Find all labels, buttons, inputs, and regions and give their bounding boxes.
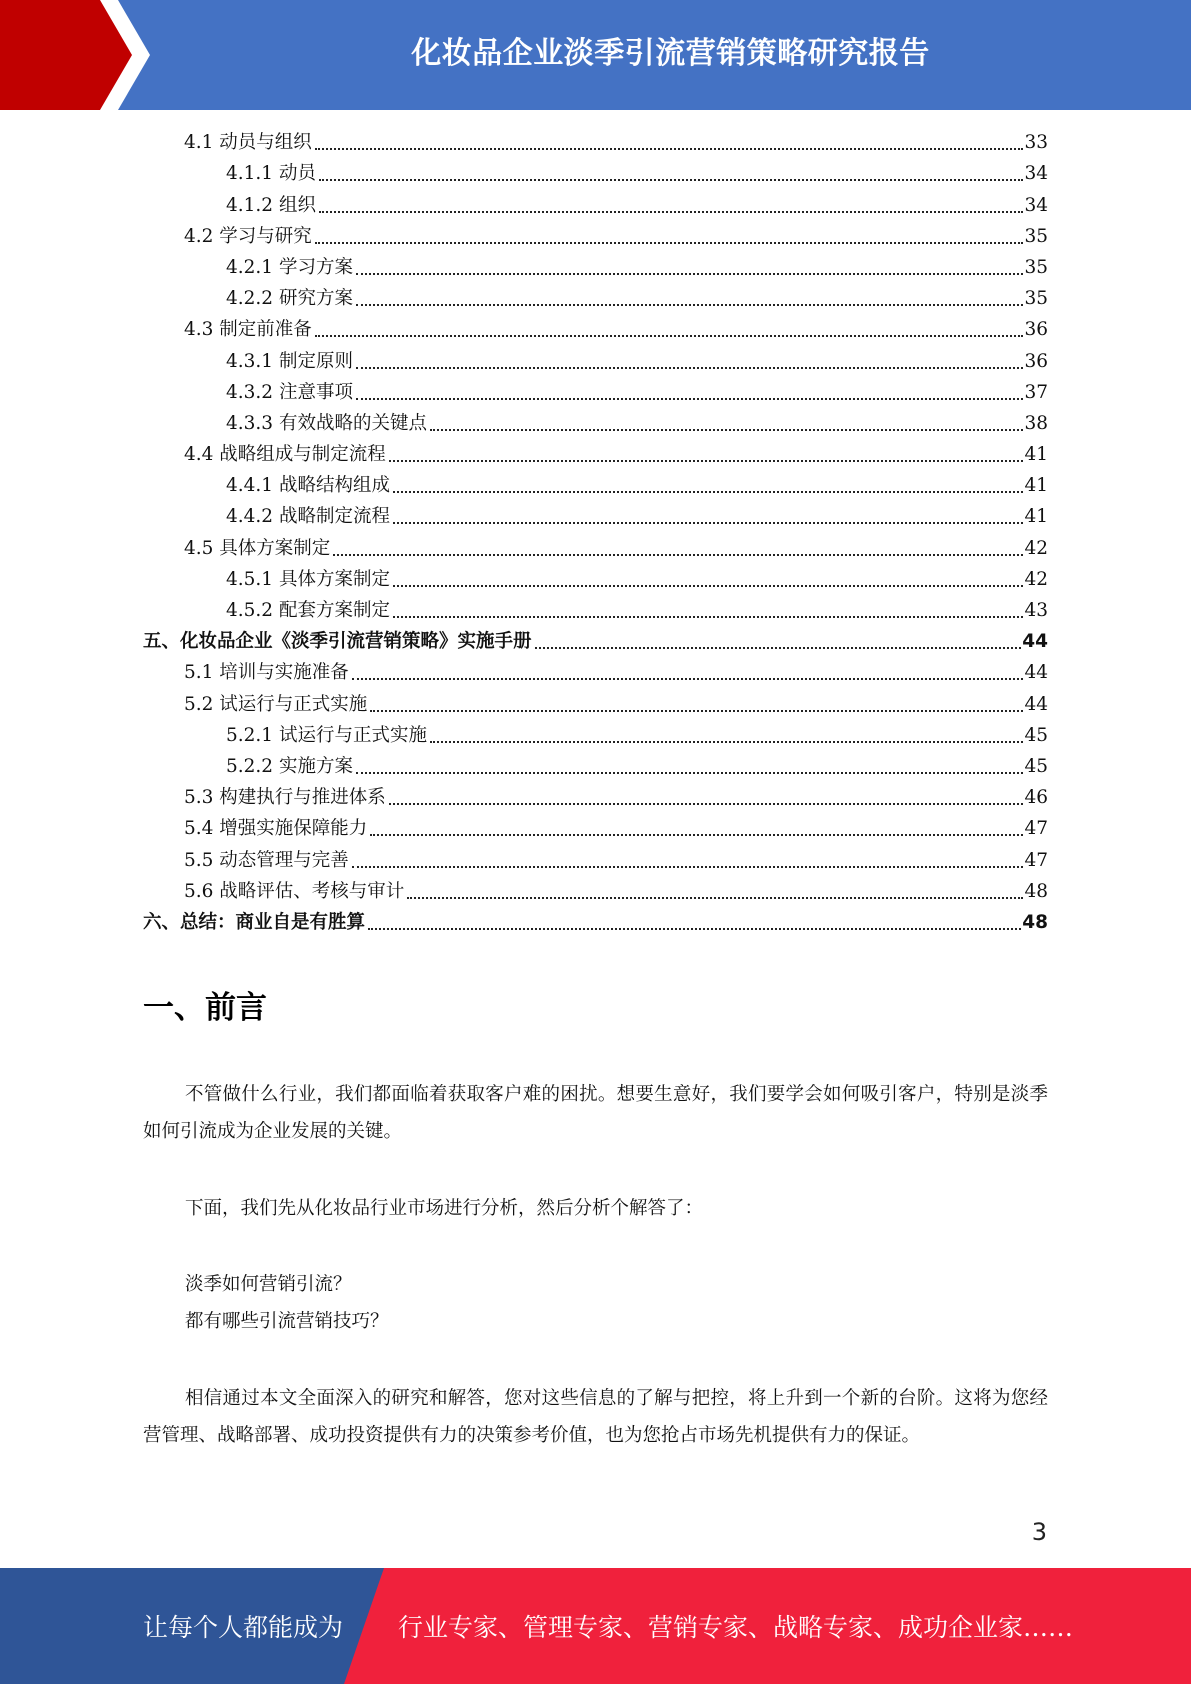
toc-entry-label: 4.2.2 研究方案 [226, 288, 353, 310]
toc-entry-label: 5.4 增强实施保障能力 [184, 818, 368, 840]
page-footer [0, 1568, 1191, 1684]
toc-entry-page: 44 [1024, 662, 1048, 684]
toc-entry-page: 42 [1024, 537, 1048, 559]
footer-slogan-right: 行业专家、管理专家、营销专家、战略专家、成功企业家…… [398, 1613, 1074, 1642]
toc-dot-leader [315, 242, 1024, 244]
toc-entry-label: 4.2.1 学习方案 [226, 256, 353, 278]
toc-entry[interactable] [143, 563, 1048, 594]
toc-dot-leader [352, 866, 1024, 868]
toc-entry-page: 48 [1022, 911, 1048, 933]
table-of-contents [143, 126, 1048, 937]
toc-entry-page: 38 [1024, 412, 1048, 434]
conclusion-paragraph: 相信通过本文全面深入的研究和解答，您对这些信息的了解与把控，将上升到一个新的台阶。这将为您经营管理、战略部署、成功投资提供有力的决策参考价值，也为您抢占市场先机提供有力的保证。 [143, 1388, 1048, 1446]
toc-entry[interactable] [143, 594, 1048, 625]
header-title: 化妆品企业淡季引流营销策略研究报告 [411, 36, 930, 71]
header-red-block [0, 0, 66, 110]
toc-entry-page: 44 [1024, 693, 1048, 715]
toc-entry-page: 36 [1024, 350, 1048, 372]
toc-entry[interactable] [143, 843, 1048, 874]
toc-entry-label: 4.3.1 制定原则 [226, 350, 353, 372]
toc-entry-page: 41 [1024, 444, 1048, 466]
toc-dot-leader [315, 335, 1024, 337]
page-number: 3 [1031, 1518, 1047, 1546]
toc-entry-label: 4.1.1 动员 [226, 163, 316, 185]
toc-entry[interactable] [143, 251, 1048, 282]
toc-entry[interactable] [143, 781, 1048, 812]
toc-entry-label: 六、总结：商业自是有胜算 [143, 911, 366, 933]
toc-entry-label: 4.5.2 配套方案制定 [226, 600, 390, 621]
toc-dot-leader [356, 398, 1024, 400]
toc-entry-label: 4.3.2 注意事项 [226, 381, 353, 403]
toc-dot-leader [319, 211, 1024, 213]
toc-entry[interactable] [143, 500, 1048, 531]
toc-entry[interactable] [143, 157, 1048, 188]
toc-entry[interactable] [143, 438, 1048, 469]
toc-entry[interactable] [143, 719, 1048, 750]
toc-entry-page: 34 [1024, 163, 1048, 185]
toc-dot-leader [430, 429, 1023, 431]
toc-entry-label: 5.2.2 实施方案 [226, 755, 353, 777]
toc-dot-leader [370, 710, 1023, 712]
toc-entry[interactable] [143, 469, 1048, 500]
toc-entry[interactable] [143, 126, 1048, 157]
toc-entry-label: 5.3 构建执行与推进体系 [184, 787, 386, 809]
toc-dot-leader [393, 491, 1023, 493]
toc-entry-page: 35 [1024, 225, 1048, 247]
toc-dot-leader [356, 273, 1024, 275]
toc-entry[interactable] [143, 906, 1048, 937]
toc-entry-label: 4.5.1 具体方案制定 [226, 568, 390, 590]
toc-entry-label: 4.1 动员与组织 [184, 132, 312, 154]
toc-entry-label: 5.2.1 试运行与正式实施 [226, 724, 427, 746]
toc-dot-leader [393, 522, 1023, 524]
toc-dot-leader [315, 148, 1024, 150]
toc-entry-page: 35 [1024, 256, 1048, 278]
toc-dot-leader [389, 803, 1024, 805]
toc-entry[interactable] [143, 531, 1048, 562]
toc-entry-label: 4.4 战略组成与制定流程 [184, 444, 386, 466]
toc-entry-label: 4.2 学习与研究 [184, 225, 312, 247]
toc-entry-label: 4.3 制定前准备 [184, 319, 312, 341]
footer-slogan-left: 让每个人都能成为 [143, 1613, 344, 1642]
toc-dot-leader [333, 554, 1023, 556]
toc-entry-page: 44 [1022, 631, 1048, 653]
toc-dot-leader [535, 647, 1022, 649]
question-line-1: 淡季如何营销引流？ [185, 1274, 352, 1295]
toc-entry-label: 5.2 试运行与正式实施 [184, 693, 368, 715]
toc-dot-leader [370, 834, 1023, 836]
toc-dot-leader [430, 741, 1023, 743]
toc-entry[interactable] [143, 376, 1048, 407]
toc-entry-page: 33 [1024, 132, 1048, 154]
toc-dot-leader [356, 772, 1024, 774]
toc-entry-page: 36 [1024, 319, 1048, 341]
toc-entry-label: 五、化妆品企业《淡季引流营销策略》实施手册 [143, 631, 532, 653]
toc-entry-page: 35 [1024, 288, 1048, 310]
toc-dot-leader [319, 179, 1024, 181]
toc-entry[interactable] [143, 812, 1048, 843]
toc-entry[interactable] [143, 750, 1048, 781]
toc-entry-label: 4.4.1 战略结构组成 [226, 475, 390, 497]
toc-entry[interactable] [143, 625, 1048, 656]
toc-entry-page: 42 [1024, 568, 1048, 590]
toc-entry-page: 47 [1024, 818, 1048, 840]
toc-dot-leader [368, 928, 1021, 930]
toc-entry[interactable] [143, 220, 1048, 251]
toc-dot-leader [356, 304, 1024, 306]
section-heading: 一、前言 [143, 990, 267, 1026]
toc-dot-leader [393, 585, 1023, 587]
toc-dot-leader [393, 616, 1023, 618]
toc-entry-page: 34 [1024, 194, 1048, 216]
toc-entry-label: 4.1.2 组织 [226, 194, 316, 216]
toc-entry-label: 4.4.2 战略制定流程 [226, 506, 390, 528]
toc-dot-leader [389, 460, 1024, 462]
toc-entry-label: 5.6 战略评估、考核与审计 [184, 880, 405, 902]
toc-entry-label: 4.5 具体方案制定 [184, 537, 331, 559]
toc-entry[interactable] [143, 407, 1048, 438]
toc-entry-label: 5.5 动态管理与完善 [184, 849, 349, 871]
toc-dot-leader [407, 897, 1023, 899]
toc-entry[interactable] [143, 344, 1048, 375]
toc-entry-page: 43 [1024, 600, 1048, 621]
toc-entry-label: 4.3.3 有效战略的关键点 [226, 412, 427, 434]
toc-entry-page: 46 [1024, 787, 1048, 809]
toc-entry[interactable] [143, 282, 1048, 313]
toc-entry-page: 48 [1024, 880, 1048, 902]
toc-entry-page: 37 [1024, 381, 1048, 403]
toc-entry[interactable] [143, 313, 1048, 344]
toc-entry[interactable] [143, 188, 1048, 219]
toc-dot-leader [356, 367, 1024, 369]
toc-entry-page: 41 [1024, 475, 1048, 497]
intro-paragraph: 不管做什么行业，我们都面临着获取客户难的困扰。想要生意好，我们要学会如何吸引客户，特别是淡季如何引流成为企业发展的关键。 [143, 1084, 1048, 1142]
page-header [0, 0, 1191, 110]
toc-entry[interactable] [143, 875, 1048, 906]
question-line-2: 都有哪些引流营销技巧？ [185, 1311, 389, 1332]
intro-paragraph-2: 下面，我们先从化妆品行业市场进行分析，然后分析个解答了： [185, 1198, 704, 1219]
toc-entry[interactable] [143, 687, 1048, 718]
toc-dot-leader [352, 678, 1024, 680]
toc-entry-page: 45 [1024, 724, 1048, 746]
toc-entry-page: 41 [1024, 506, 1048, 528]
toc-entry[interactable] [143, 656, 1048, 687]
toc-entry-page: 47 [1024, 849, 1048, 871]
toc-entry-label: 5.1 培训与实施准备 [184, 662, 349, 684]
toc-entry-page: 45 [1024, 755, 1048, 777]
